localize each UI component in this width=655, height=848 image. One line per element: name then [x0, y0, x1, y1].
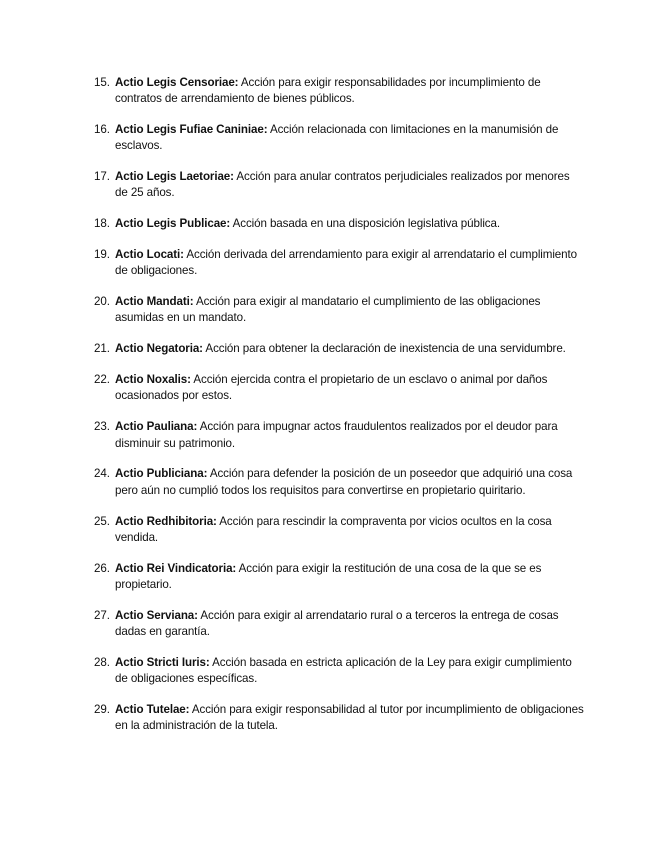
- list-item: [94, 514, 584, 546]
- item-number: 20.: [94, 295, 110, 309]
- item-term: Actio Legis Fufiae Caniniae:: [115, 123, 268, 137]
- list-item: [94, 216, 584, 232]
- item-description: Acción para exigir responsabilidad al tutor por incumplimiento de obligaciones en la administración de la tutela.: [115, 702, 584, 733]
- item-description: Acción para anular contratos perjudiciales realizados por menores de 25 años.: [115, 170, 570, 200]
- list-item: [94, 341, 584, 357]
- item-description: Acción para exigir al mandatario el cumplimiento de las obligaciones asumidas en un mandato.: [115, 295, 541, 325]
- item-number: 27.: [94, 608, 110, 622]
- list-item: [94, 655, 584, 687]
- item-number: 25.: [94, 514, 110, 528]
- item-description: Acción para exigir al arrendatario rural o a terceros la entrega de cosas dadas en garantía.: [115, 608, 559, 638]
- item-term: Actio Locati:: [115, 248, 184, 262]
- item-description: Acción relacionada con limitaciones en la manumisión de esclavos.: [115, 123, 559, 153]
- list-item: [94, 466, 584, 498]
- item-description: Acción para exigir la restitución de una cosa de la que se es propietario.: [115, 561, 542, 591]
- item-term: Actio Rei Vindicatoria:: [115, 561, 237, 575]
- item-number: 22.: [94, 373, 110, 387]
- item-description: Acción derivada del arrendamiento para exigir al arrendatario el cumplimiento de obligaciones.: [115, 248, 577, 278]
- item-term: Actio Tutelae:: [115, 702, 190, 716]
- item-term: Actio Publiciana:: [115, 467, 208, 481]
- list-item: [94, 75, 584, 107]
- item-number: 17.: [94, 170, 110, 184]
- item-description: Acción para impugnar actos fraudulentos realizados por el deudor para disminuir su patrimonio.: [115, 420, 558, 450]
- item-term: Actio Legis Censoriae:: [115, 76, 239, 89]
- item-description: Acción para rescindir la compraventa por vicios ocultos en la cosa vendida.: [115, 514, 552, 544]
- list-item: [94, 372, 584, 404]
- list-item: [94, 702, 584, 734]
- item-number: 18.: [94, 217, 110, 231]
- list-item: [94, 608, 584, 640]
- item-number: 21.: [94, 342, 110, 356]
- item-term: Actio Pauliana:: [115, 420, 198, 434]
- item-description: Acción para defender la posición de un poseedor que adquirió una cosa pero aún no cumplió todos los requisitos para convertirse en propietario quiritario.: [115, 467, 573, 497]
- item-description: Acción ejercida contra el propietario de un esclavo o animal por daños ocasionados por estos.: [115, 373, 548, 403]
- list-item: [94, 169, 584, 201]
- item-description: Acción basada en una disposición legislativa pública.: [230, 217, 500, 231]
- list-item: [94, 122, 584, 154]
- item-number: 16.: [94, 123, 110, 137]
- item-number: 15.: [94, 76, 110, 89]
- item-description: Acción basada en estricta aplicación de la Ley para exigir cumplimiento de obligaciones específicas.: [115, 655, 572, 686]
- item-term: Actio Redhibitoria:: [115, 514, 217, 528]
- item-number: 28.: [94, 655, 110, 669]
- item-term: Actio Mandati:: [115, 295, 194, 309]
- item-number: 29.: [94, 702, 110, 716]
- list-item: [94, 561, 584, 593]
- item-term: Actio Negatoria:: [115, 342, 203, 356]
- item-number: 26.: [94, 561, 110, 575]
- item-term: Actio Legis Publicae:: [115, 217, 231, 231]
- item-term: Actio Stricti Iuris:: [115, 655, 210, 669]
- item-term: Actio Legis Laetoriae:: [115, 170, 234, 184]
- item-number: 19.: [94, 248, 110, 262]
- item-number: 24.: [94, 467, 110, 481]
- definition-list: [94, 75, 584, 749]
- item-description: Acción para obtener la declaración de inexistencia de una servidumbre.: [202, 342, 566, 356]
- item-term: Actio Noxalis:: [115, 373, 191, 387]
- list-item: [94, 247, 584, 279]
- list-item: [94, 294, 584, 326]
- item-number: 23.: [94, 420, 110, 434]
- item-description: Acción para exigir responsabilidades por incumplimiento de contratos de arrendamiento de bienes públicos.: [115, 76, 541, 106]
- item-term: Actio Serviana:: [115, 608, 198, 622]
- list-item: [94, 419, 584, 451]
